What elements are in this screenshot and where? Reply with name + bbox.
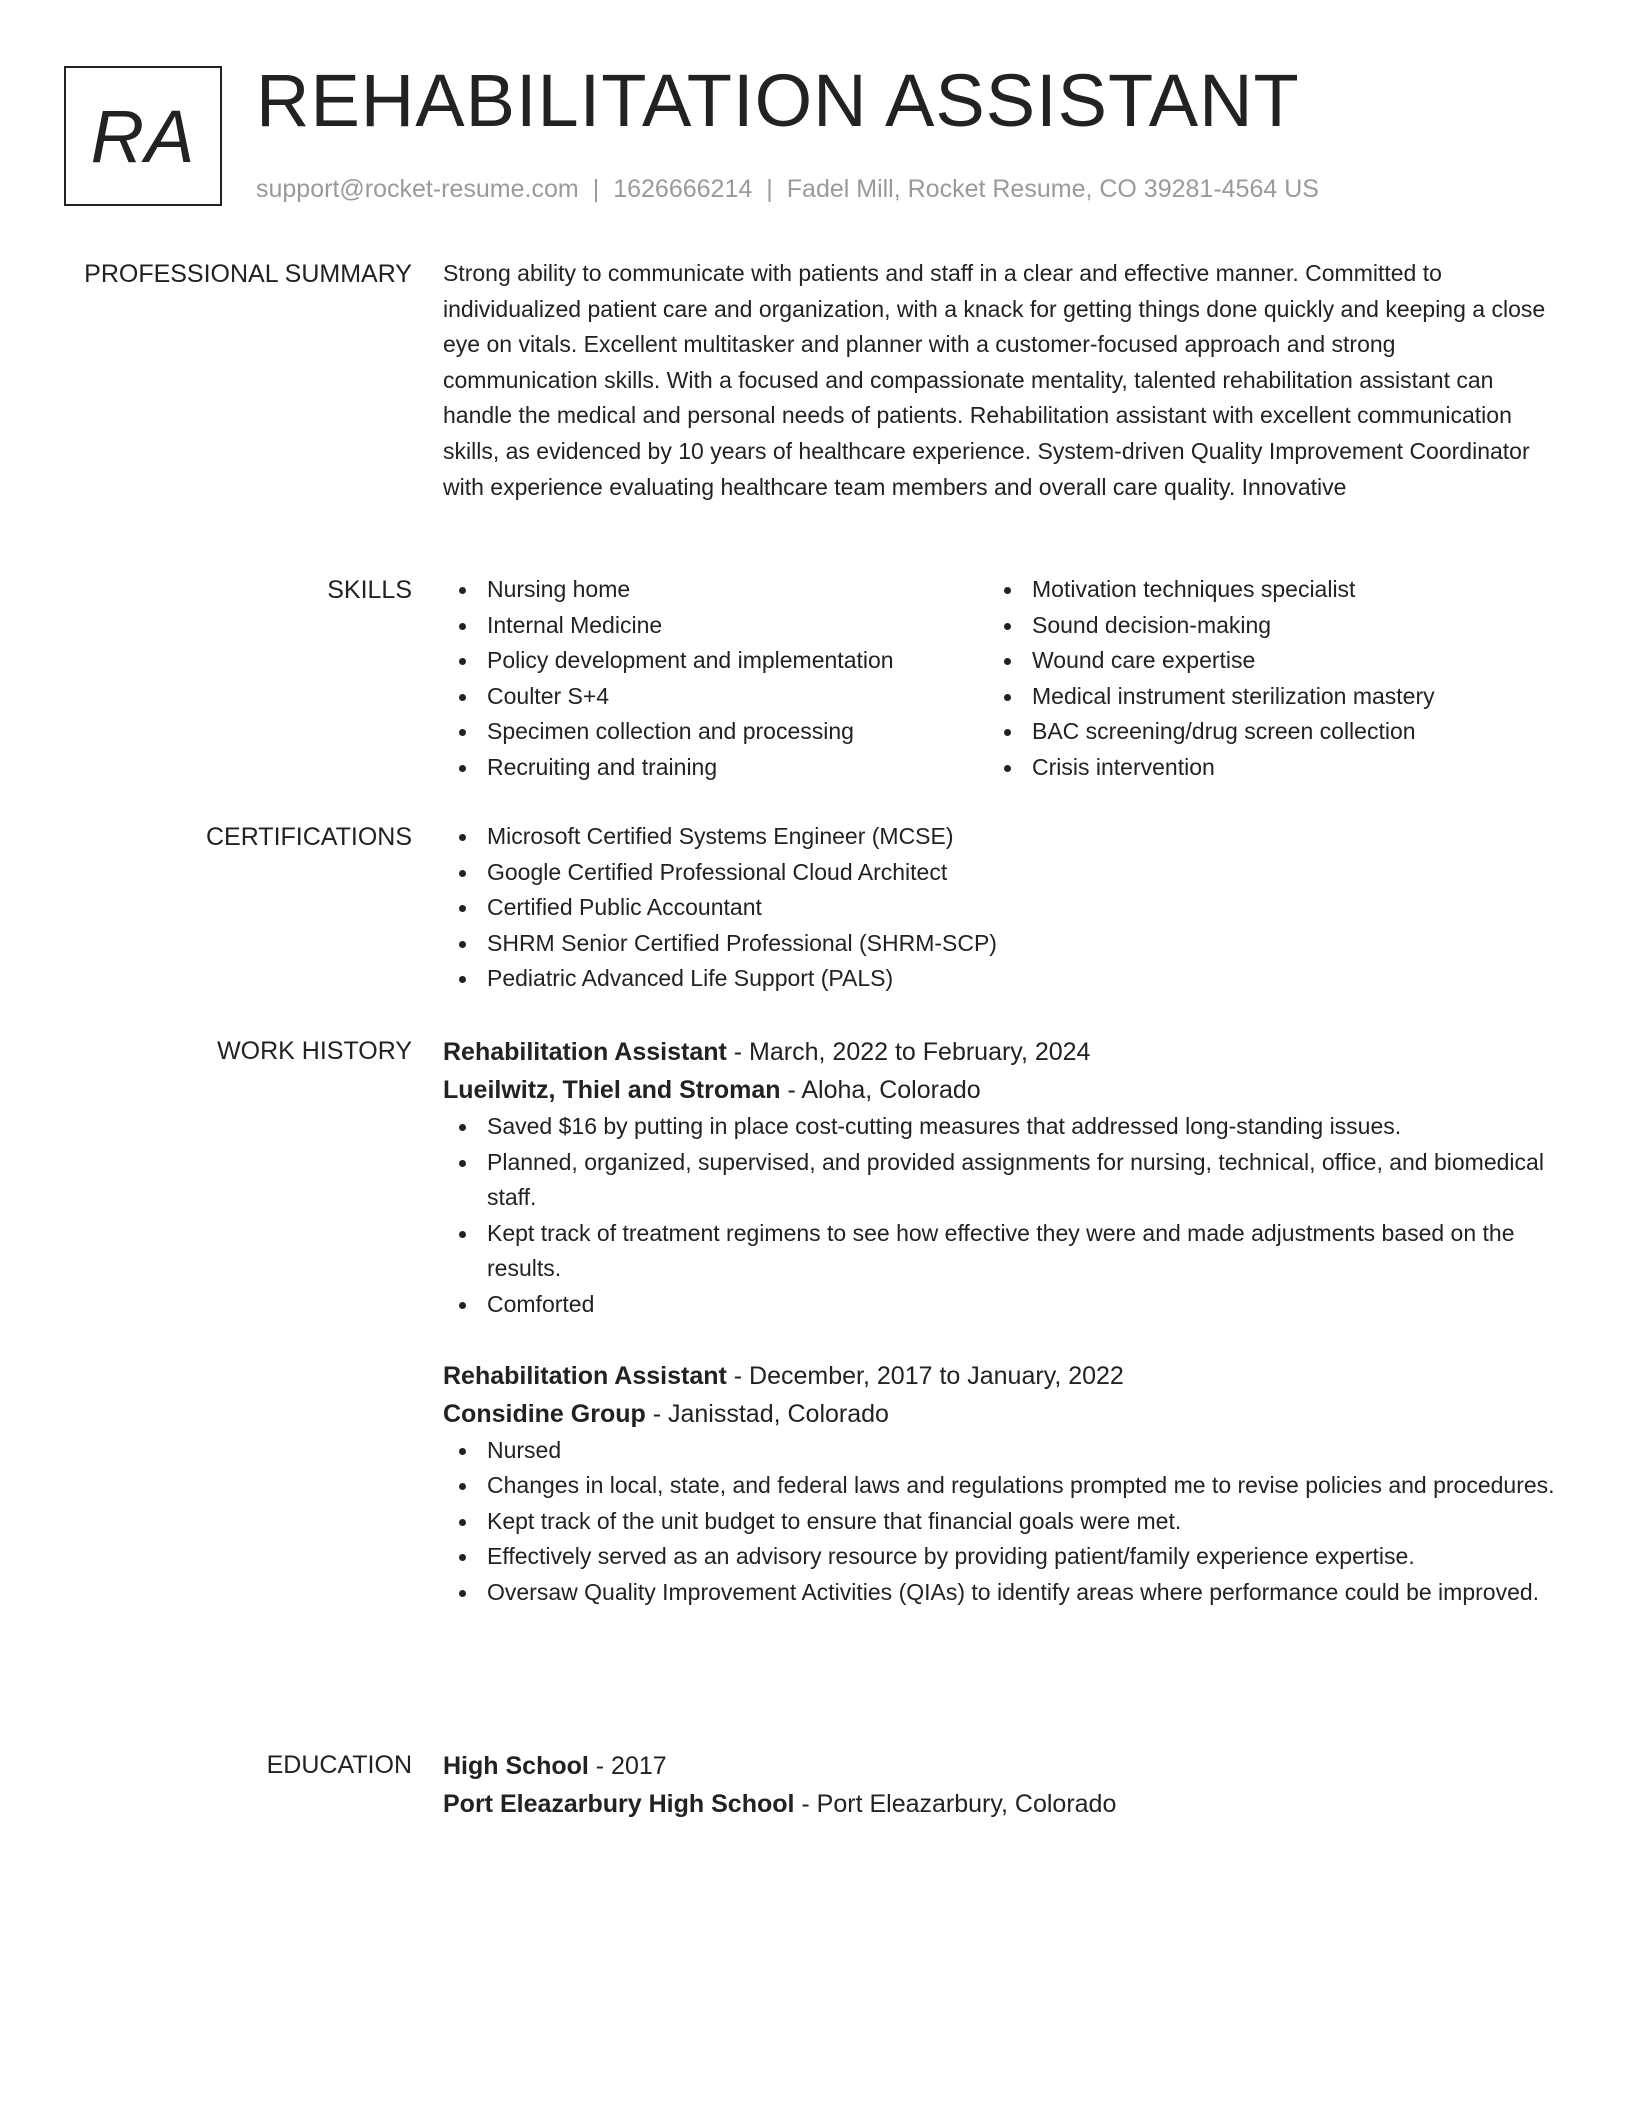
job-entry xyxy=(443,1033,1555,1323)
skill-item: BAC screening/drug screen collection xyxy=(988,714,1533,750)
summary-body xyxy=(443,256,1555,505)
section-heading-certifications: CERTIFICATIONS xyxy=(205,823,412,851)
skills-list-left xyxy=(443,572,988,786)
education-body xyxy=(443,1747,1555,1823)
skills-list-right xyxy=(988,572,1533,786)
monogram-box xyxy=(64,66,222,206)
skill-item: Specimen collection and processing xyxy=(443,714,988,750)
job-bullet: Nursed xyxy=(443,1433,1555,1469)
education-school: Port Eleazarbury High School xyxy=(443,1790,795,1818)
candidate-name: REHABILITATION ASSISTANT xyxy=(256,59,1300,142)
job-entry xyxy=(443,1357,1555,1611)
contact-email: support@rocket-resume.com xyxy=(256,175,579,203)
job-title: Rehabilitation Assistant xyxy=(443,1361,727,1390)
summary-text: Strong ability to communicate with patients and staff in a clear and effective manner. Committed to individualized patient care and organization, with a knack for getting things done quickly and keeping a close eye on vitals. Excellent multitasker and planner with a customer-focused approach and strong communication skills. With a focused and compassionate mentality, talented rehabilitation assistant can handle the medical and personal needs of patients. Rehabilitation assistant with excellent communication skills, as evidenced by 10 years of healthcare experience. System-driven Quality Improvement Coordinator with experience evaluating healthcare team members and overall care quality. Innovative xyxy=(443,260,1546,500)
education-degree-line xyxy=(443,1747,1555,1785)
education-degree: High School xyxy=(443,1752,589,1780)
skill-item: Crisis intervention xyxy=(988,750,1533,786)
job-location: - Janisstad, Colorado xyxy=(645,1399,889,1428)
job-title-line xyxy=(443,1033,1555,1071)
job-bullet: Effectively served as an advisory resource by providing patient/family experience expertise. xyxy=(443,1539,1555,1575)
job-bullet: Comforted xyxy=(443,1287,1555,1323)
contact-address: Fadel Mill, Rocket Resume, CO 39281-4564 US xyxy=(786,175,1319,203)
job-dates: - March, 2022 to February, 2024 xyxy=(726,1038,1091,1066)
job-company: Considine Group xyxy=(443,1399,646,1428)
job-company: Lueilwitz, Thiel and Stroman xyxy=(443,1076,781,1104)
job-bullets xyxy=(443,1109,1555,1323)
section-heading-skills: SKILLS xyxy=(327,576,412,604)
section-heading-work-history: WORK HISTORY xyxy=(217,1037,412,1065)
job-bullet: Planned, organized, supervised, and provided assignments for nursing, technical, office, and biomedical staff. xyxy=(443,1145,1555,1216)
certification-item: Pediatric Advanced Life Support (PALS) xyxy=(443,961,1555,997)
skill-item: Motivation techniques specialist xyxy=(988,572,1533,608)
certification-item: Microsoft Certified Systems Engineer (MCSE) xyxy=(443,819,1555,855)
job-dates: - December, 2017 to January, 2022 xyxy=(726,1361,1124,1390)
job-bullet: Kept track of the unit budget to ensure that financial goals were met. xyxy=(443,1504,1555,1540)
certification-item: Certified Public Accountant xyxy=(443,890,1555,926)
certification-item: Google Certified Professional Cloud Architect xyxy=(443,855,1555,891)
certification-item: SHRM Senior Certified Professional (SHRM-SCP) xyxy=(443,926,1555,962)
skill-item: Nursing home xyxy=(443,572,988,608)
skill-item: Sound decision-making xyxy=(988,608,1533,644)
contact-separator: | xyxy=(766,175,773,203)
job-bullet: Saved $16 by putting in place cost-cutting measures that addressed long-standing issues. xyxy=(443,1109,1555,1145)
skill-item: Internal Medicine xyxy=(443,608,988,644)
job-bullet: Kept track of treatment regimens to see how effective they were and made adjustments based on the results. xyxy=(443,1216,1555,1287)
contact-phone: 1626666214 xyxy=(613,175,753,203)
contact-separator: | xyxy=(592,175,600,203)
certifications-body xyxy=(443,819,1555,997)
skill-item: Policy development and implementation xyxy=(443,643,988,679)
section-heading-education: EDUCATION xyxy=(266,1751,412,1779)
job-bullet: Oversaw Quality Improvement Activities (QIAs) to identify areas where performance could be improved. xyxy=(443,1575,1555,1611)
skills-body xyxy=(443,572,1555,786)
job-title: Rehabilitation Assistant xyxy=(443,1038,727,1066)
contact-line xyxy=(256,174,1319,204)
skill-item: Coulter S+4 xyxy=(443,679,988,715)
education-school-line xyxy=(443,1785,1555,1823)
job-company-line xyxy=(443,1395,1555,1433)
skill-item: Medical instrument sterilization mastery xyxy=(988,679,1533,715)
education-location: - Port Eleazarbury, Colorado xyxy=(794,1790,1117,1818)
section-heading-summary: PROFESSIONAL SUMMARY xyxy=(84,260,412,288)
skill-item: Wound care expertise xyxy=(988,643,1533,679)
job-bullets xyxy=(443,1433,1555,1611)
skill-item: Recruiting and training xyxy=(443,750,988,786)
job-company-line xyxy=(443,1071,1555,1109)
education-year: - 2017 xyxy=(588,1752,667,1780)
job-bullet: Changes in local, state, and federal laws and regulations prompted me to revise policies and procedures. xyxy=(443,1468,1555,1504)
job-title-line xyxy=(443,1357,1555,1395)
job-location: - Aloha, Colorado xyxy=(780,1076,981,1104)
monogram-initials: RA xyxy=(90,94,196,178)
work-history-body xyxy=(443,1033,1555,1611)
certifications-list xyxy=(443,819,1555,997)
